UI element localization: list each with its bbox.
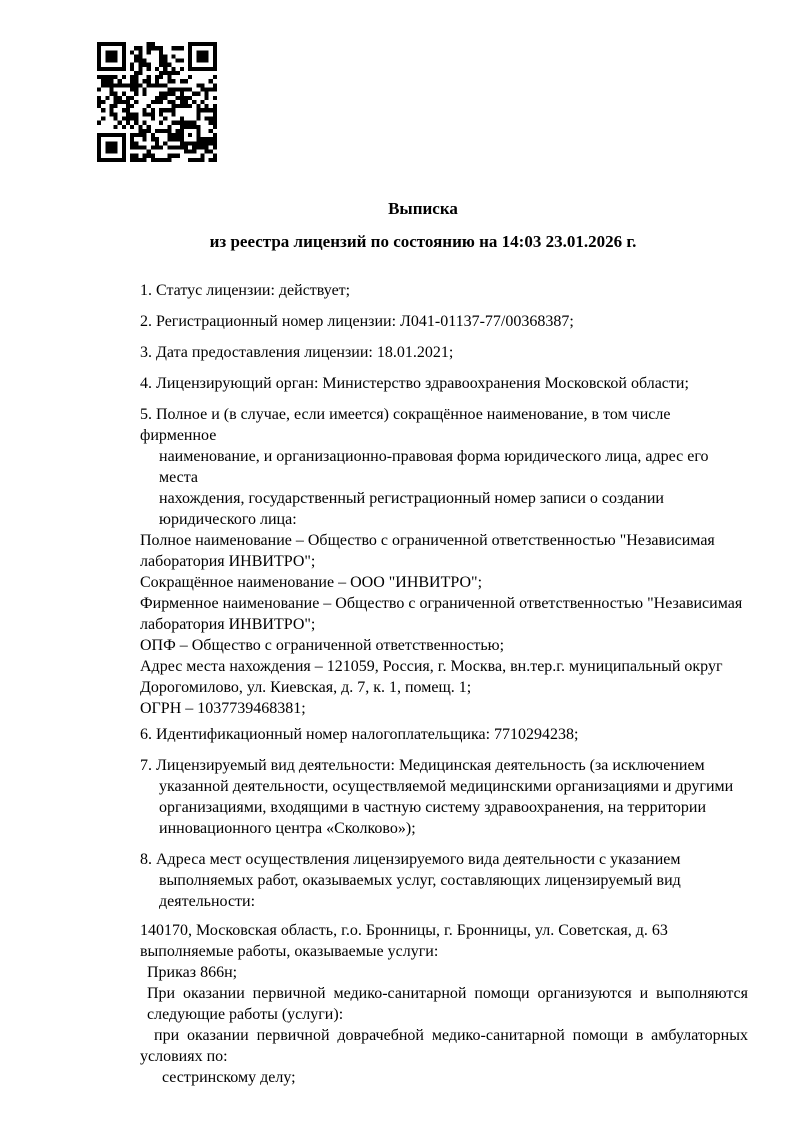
- text-line: ОГРН – 1037739468381;: [140, 700, 306, 717]
- text-line: Полное наименование – Общество с ограниченной ответственностью "Независимая: [140, 532, 715, 549]
- text-line: выполняемые работы, оказываемые услуги:: [140, 943, 439, 960]
- text-line: деятельности:: [159, 893, 256, 910]
- text-line: выполняемых работ, оказываемых услуг, составляющих лицензируемый вид: [159, 872, 681, 889]
- qr-code: [97, 42, 217, 162]
- section-org-heading: [140, 404, 748, 530]
- text-line: организациями, входящими в частную систему здравоохранения, на территории: [159, 799, 707, 816]
- section-org-details: [140, 530, 748, 719]
- text-line: указанной деятельности, осуществляемой медицинскими организациями и другими: [159, 778, 734, 795]
- text-line: Приказ 866н;: [147, 964, 238, 981]
- field-license-status: [140, 280, 748, 301]
- text-line: инновационного центра «Сколково»);: [159, 820, 416, 837]
- text-line: 4. Лицензирующий орган: Министерство здравоохранения Московской области;: [140, 375, 689, 392]
- text-line: 6. Идентификационный номер налогоплательщика: 7710294238;: [140, 726, 579, 743]
- text-line: следующие работы (услуги):: [147, 1006, 344, 1023]
- text-line: 8. Адреса мест осуществления лицензируемого вида деятельности с указанием: [140, 851, 681, 868]
- text-line: условиях по:: [140, 1048, 228, 1065]
- text-line: нахождения, государственный регистрационный номер записи о создании: [159, 490, 664, 507]
- section-address-works: [140, 920, 748, 1088]
- text-line: лаборатория ИНВИТРО";: [140, 553, 316, 570]
- text-line: Фирменное наименование – Общество с ограниченной ответственностью "Независимая: [140, 595, 743, 612]
- text-line: Сокращённое наименование – ООО "ИНВИТРО";: [140, 574, 483, 591]
- text-line: Дорогомилово, ул. Киевская, д. 7, к. 1, помещ. 1;: [140, 679, 472, 696]
- text-line: лаборатория ИНВИТРО";: [140, 616, 316, 633]
- text-line: При оказании первичной медико-санитарной помощи организуются и выполняются: [147, 985, 748, 1002]
- text-line: Адрес места нахождения – 121059, Россия, г. Москва, вн.тер.г. муниципальный округ: [140, 658, 723, 675]
- text-line: 7. Лицензируемый вид деятельности: Медицинская деятельность (за исключением: [140, 757, 705, 774]
- text-line: при оказании первичной доврачебной медико-санитарной помощи в амбулаторных: [154, 1027, 748, 1044]
- field-registration-number: [140, 311, 748, 332]
- text-line: 140170, Московская область, г.о. Бронницы, г. Бронницы, ул. Советская, д. 63: [140, 922, 668, 939]
- text-line: 2. Регистрационный номер лицензии: Л041-01137-77/00368387;: [140, 313, 574, 330]
- text-line: наименование, и организационно-правовая форма юридического лица, адрес его места: [159, 448, 709, 486]
- text-line: 1. Статус лицензии: действует;: [140, 282, 351, 299]
- field-inn: [140, 724, 748, 745]
- text-line: сестринскому делу;: [162, 1069, 296, 1086]
- field-licensing-authority: [140, 373, 748, 394]
- text-line: 5. Полное и (в случае, если имеется) сокращённое наименование, в том числе фирменное: [140, 406, 671, 444]
- text-line: 3. Дата предоставления лицензии: 18.01.2021;: [140, 344, 454, 361]
- section-activity: [140, 755, 748, 839]
- document-subtitle: из реестра лицензий по состоянию на 14:03 23.01.2026 г.: [209, 232, 637, 251]
- text-line: юридического лица:: [159, 511, 297, 528]
- field-grant-date: [140, 342, 748, 363]
- text-line: ОПФ – Общество с ограниченной ответственностью;: [140, 637, 505, 654]
- document-content: [140, 198, 748, 1088]
- section-addresses-heading: [140, 849, 748, 912]
- document-title: Выписка: [388, 199, 458, 218]
